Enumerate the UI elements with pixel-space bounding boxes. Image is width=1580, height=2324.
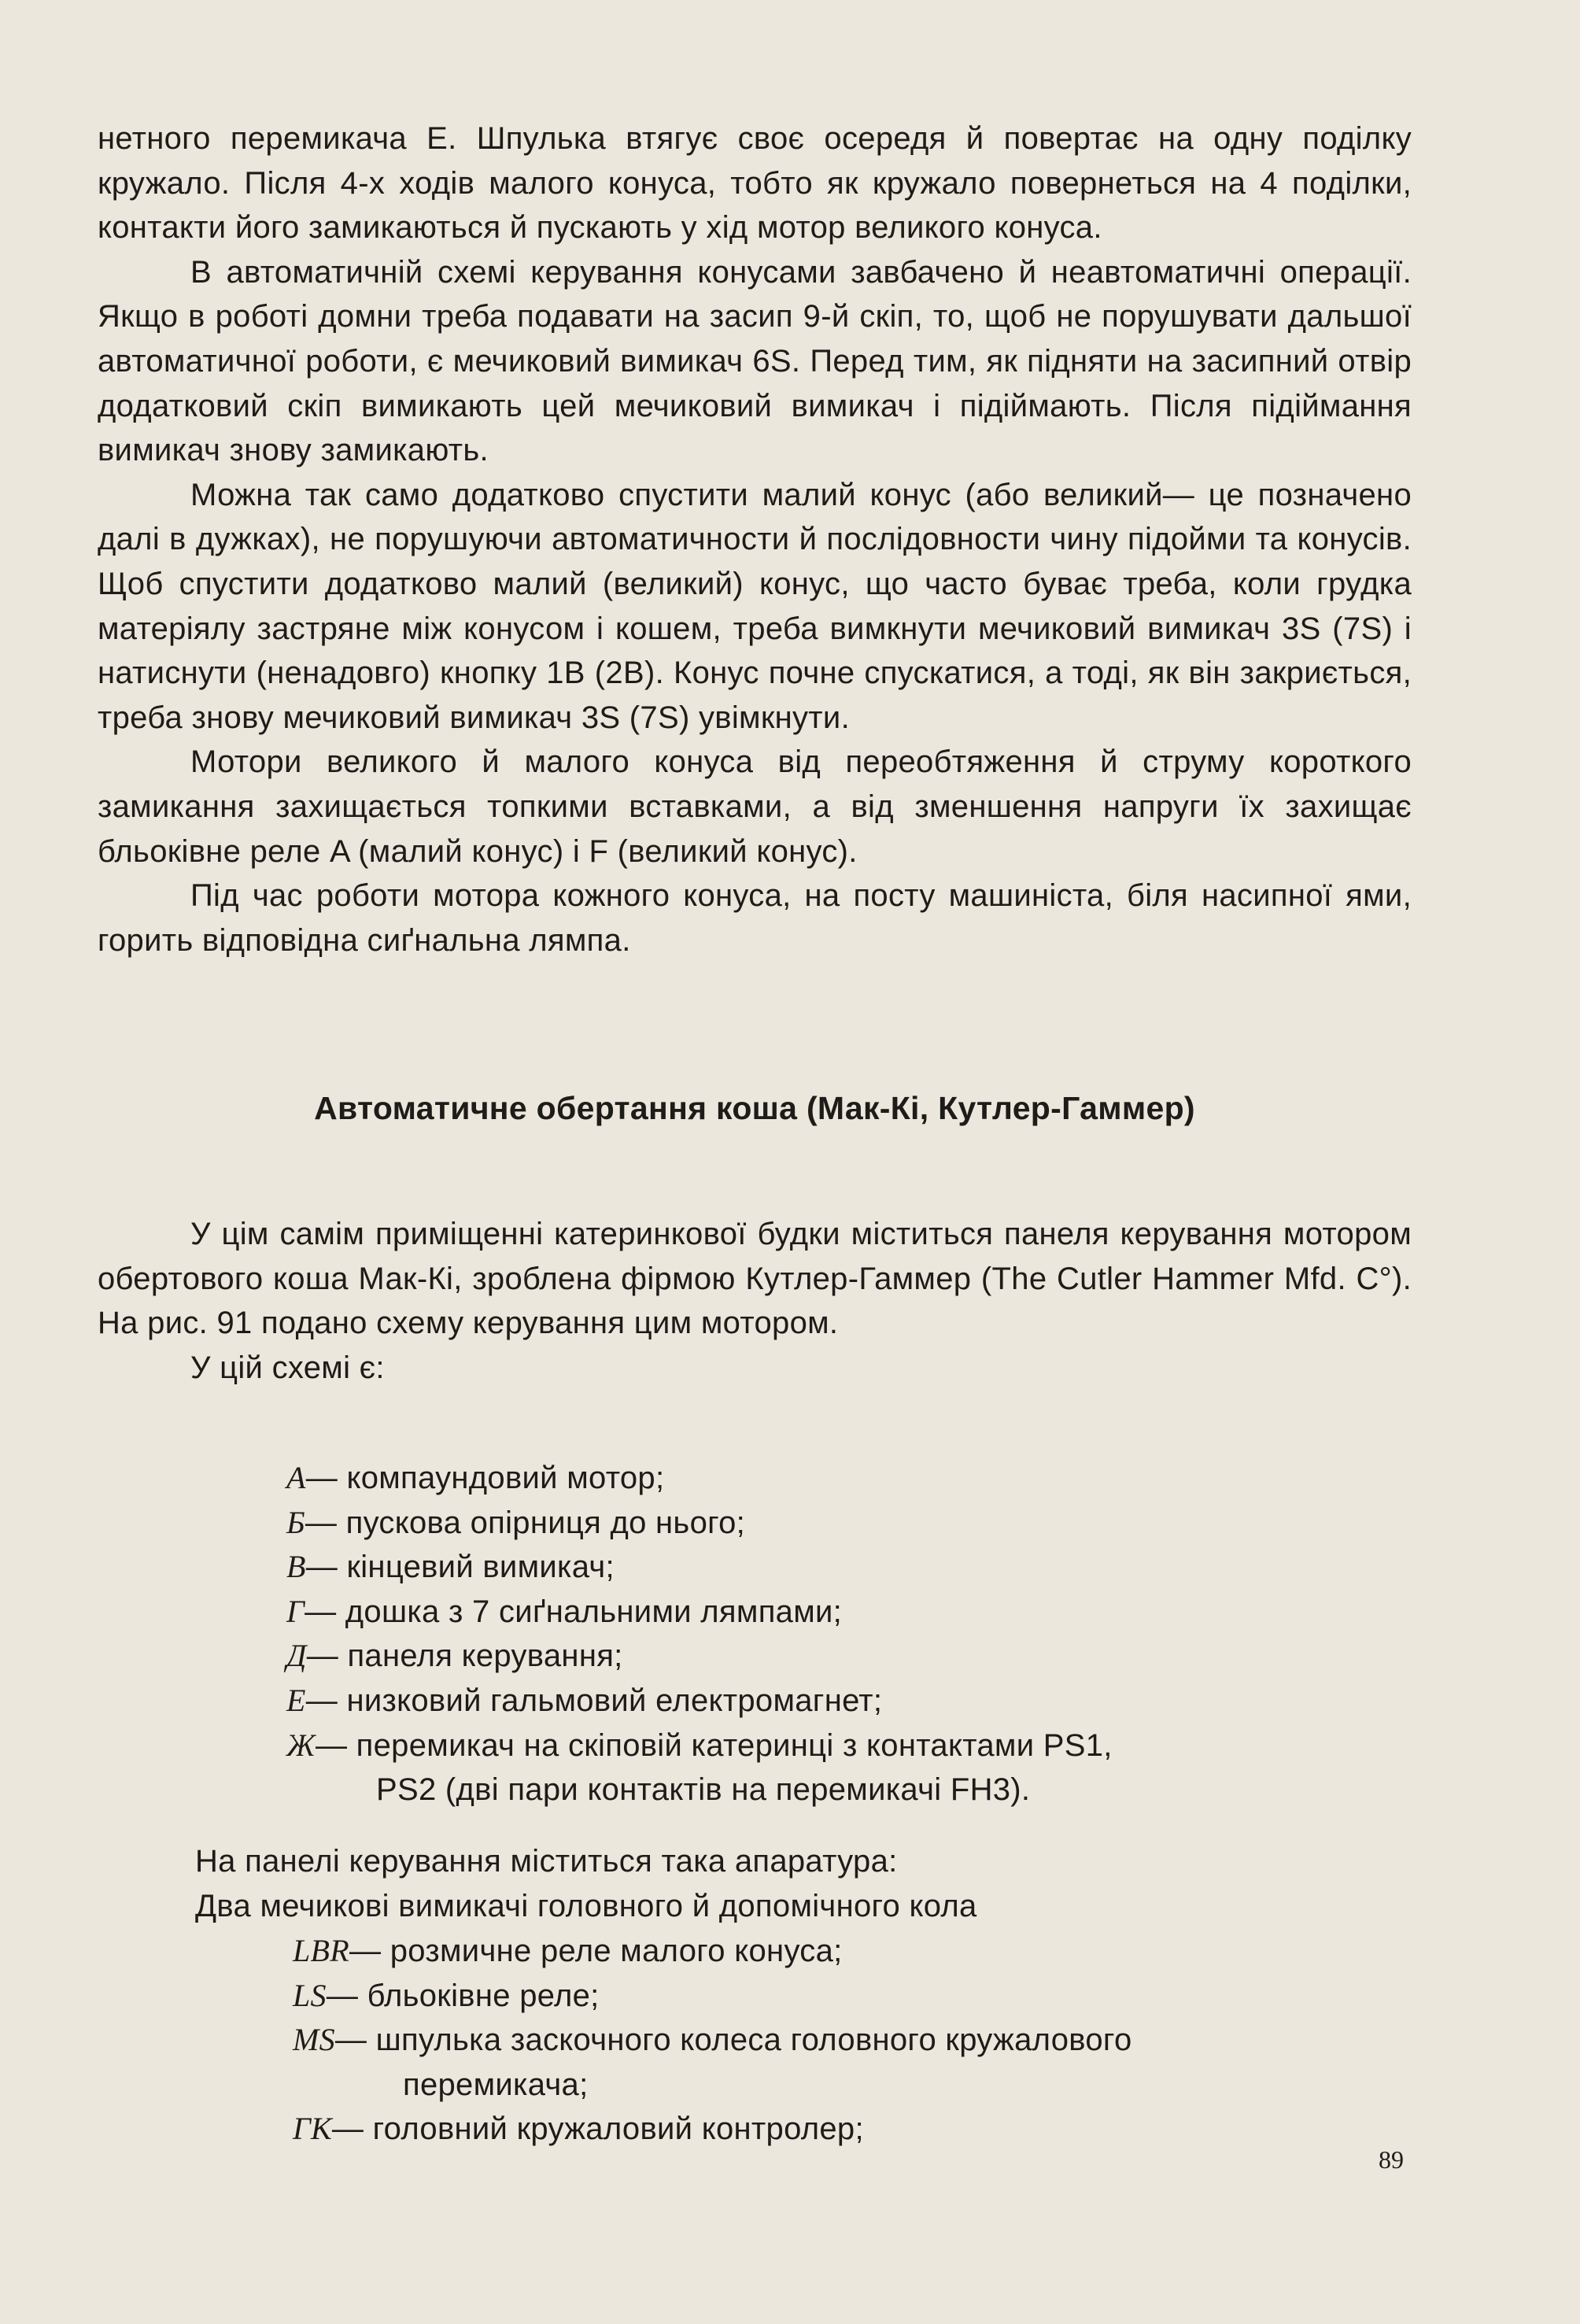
paragraph: Під час роботи мотора кожного конуса, на посту машиніста, біля насипної ями, горить відповідна сиґнальна лямпа. (98, 878, 1412, 958)
item-text: — розмичне реле малого конуса; (349, 1934, 843, 1968)
item-mark: Е (286, 1682, 306, 1718)
body-text-top (98, 116, 1412, 962)
list-item (286, 1679, 1412, 1724)
item-mark: Ж (286, 1727, 316, 1763)
item-text: — низковий гальмовий електромагнет; (305, 1683, 883, 1718)
list-item (286, 1590, 1412, 1635)
item-text: — компаундовий мотор; (305, 1461, 665, 1495)
list-item (286, 1724, 1412, 1812)
scheme-components-list (286, 1456, 1412, 1812)
item-mark: Д (286, 1638, 307, 1674)
item-text: — кінцевий вимикач; (305, 1550, 615, 1585)
item-mark: А (286, 1460, 306, 1495)
item-text: — пускова опірниця до нього; (305, 1505, 746, 1540)
list-item (293, 2018, 1418, 2107)
page-number: 89 (1379, 2145, 1404, 2174)
item-text: — дошка з 7 сиґнальними лямпами; (305, 1594, 843, 1629)
paragraph: нетного перемикача E. Шпулька втягує своє осередя й повертає на одну поділку кружало. Після 4-х ходів малого конуса, тобто як кружало повернеться на 4 поділки, контакти його замикаються й пускають у хід мотор великого конуса. (98, 121, 1412, 246)
item-text: — перемикач на скіповій катеринці з контактами PS1, (315, 1727, 1113, 1763)
item-continuation: PS2 (дві пари контактів на перемикачі FH3). (376, 1772, 1031, 1808)
item-mark: Г (286, 1593, 305, 1629)
paragraph: Можна так само додатково спустити малий конус (або великий— це позначено далі в дужках), не порушуючи автоматичности й послідовности чину підойми та конусів. Щоб спустити додатково малий (великий) конус, що часто буває треба, коли грудка матеріялу застряне між конусом і кошем, треба вимкнути мечиковий вимикач 3S (7S) і натиснути (ненадовго) кнопку 1B (2B). Конус почне спускатися, а тоді, як він закриється, треба знову мечиковий вимикач 3S (7S) увімкнути. (98, 477, 1412, 735)
body-text-mid (98, 1212, 1412, 1390)
paragraph: В автоматичній схемі керування конусами завбачено й неавтоматичні операції. Якщо в роботі домни треба подавати на засип 9-й скіп, то, щоб не порушувати дальшої автоматичної роботи, є мечиковий вимикач 6S. Перед тим, як підняти на засипний отвір додатковий скіп вимикають цей мечиковий вимикач і підіймають. Після підіймання вимикач знову замикають. (98, 254, 1412, 468)
list-item (286, 1501, 1412, 1546)
item-mark: Б (286, 1504, 305, 1540)
item-text: — панеля керування; (306, 1639, 623, 1674)
paragraph: Мотори великого й малого конуса від переобтяження й струму короткого замикання захищається топкими вставками, а від зменшення напруги їх захищає бльоківне реле A (малий конус) і F (великий конус). (98, 744, 1412, 869)
list-item (286, 1456, 1412, 1501)
list-item (293, 1929, 1418, 1974)
item-mark: В (286, 1549, 306, 1585)
paragraph: У цім самім приміщенні катеринкової будки міститься панеля керування мотором обертового коша Мак-Кі, зроблена фірмою Кутлер-Гаммер (The Cutler Hammer Mfd. C°). На рис. 91 подано схему керування цим мотором. (98, 1217, 1412, 1341)
panel-apparatus-list (293, 1929, 1418, 2152)
item-mark: MS (293, 2022, 335, 2058)
list-item (286, 1545, 1412, 1590)
list-item (293, 1974, 1418, 2019)
item-mark: LBR (293, 1933, 350, 1968)
item-mark: ГК (293, 2111, 332, 2147)
panel-intro: На панелі керування міститься така апаратура: (195, 1844, 898, 1879)
item-mark: LS (293, 1977, 327, 2013)
item-text: — бльоківне реле; (326, 1978, 600, 2013)
item-text: — головний кружаловий контролер; (331, 2112, 864, 2147)
item-text: — шпулька заскочного колеса головного кружалового (334, 2023, 1132, 2058)
list-item (293, 2107, 1418, 2152)
item-continuation: перемикача; (403, 2067, 589, 2102)
paragraph: У цій схемі є: (190, 1350, 385, 1385)
panel-switches: Два мечикові вимикачі головного й допомічного кола (195, 1889, 977, 1923)
list-item (286, 1634, 1412, 1679)
section-heading: Автоматичне обертання коша (Мак-Кі, Кутлер-Гаммер) (314, 1090, 1195, 1126)
